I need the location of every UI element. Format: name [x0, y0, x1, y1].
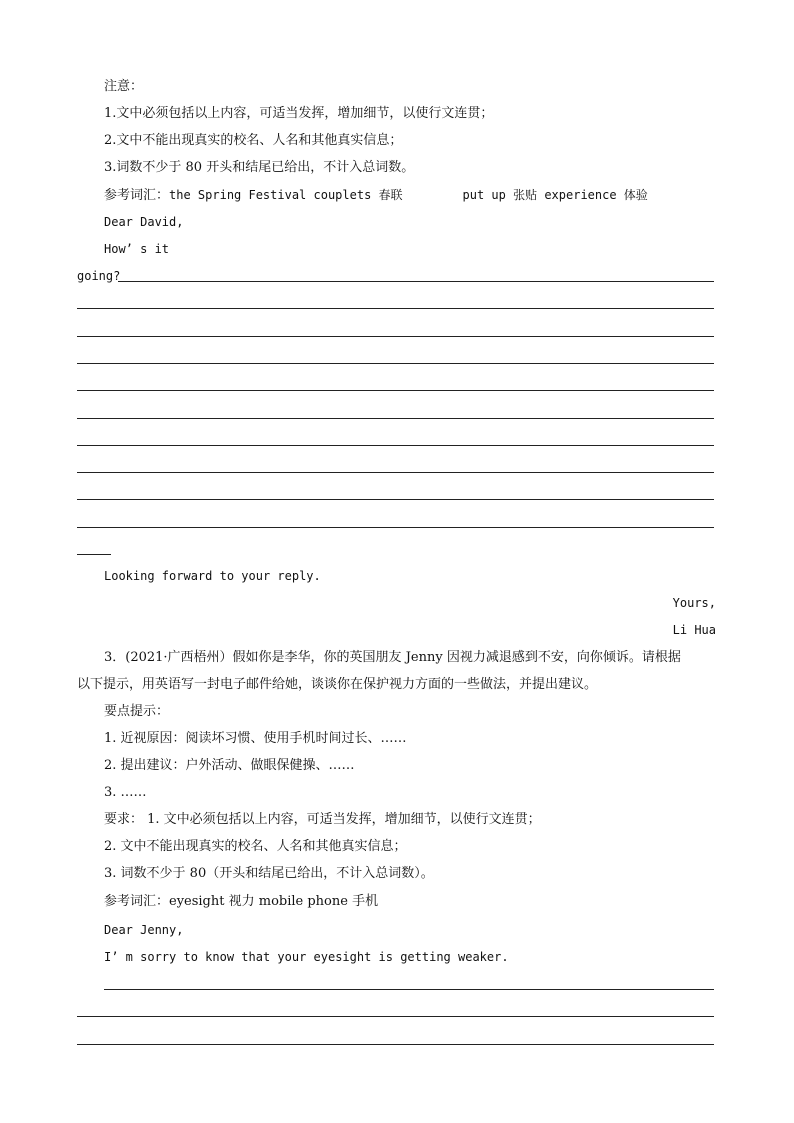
vocabulary-item-couplets: the Spring Festival couplets 春联: [169, 188, 403, 202]
notice-item-2: 2.文中不能出现真实的校名、人名和其他真实信息；: [104, 133, 403, 148]
letter2-opening: I’ m sorry to know that your eyesight is getting weaker.: [104, 950, 509, 964]
letter1-signature: Li Hua: [672, 623, 716, 637]
requirement-line-1: 要求： 1. 文中必须包括以上内容，可适当发挥，增加细节，以使行文连贯；: [104, 812, 541, 827]
letter1-closing: Looking forward to your reply.: [104, 569, 321, 583]
writing-line: [77, 445, 714, 446]
writing-line: [104, 989, 714, 990]
requirement-item-2: 2. 文中不能出现真实的校名、人名和其他真实信息；: [104, 839, 407, 854]
vocabulary-line: [104, 187, 648, 204]
hints-title: 要点提示：: [104, 704, 170, 719]
question-3-prompt: 3．(2021·广西梧州）假如你是李华，你的英国朋友 Jenny 因视力减退感到不安，向你倾诉。请根据: [104, 650, 681, 665]
question-3-prompt-cont: 以下提示，用英语写一封电子邮件给她，谈谈你在保护视力方面的一些做法，并提出建议。: [77, 677, 598, 692]
notice-item-1: 1.文中必须包括以上内容，可适当发挥，增加细节，以使行文连贯；: [104, 106, 494, 121]
letter1-greeting: Dear David,: [104, 215, 184, 229]
writing-line-short: [77, 554, 111, 555]
writing-line: [77, 336, 714, 337]
requirement-item-3: 3. 词数不少于 80（开头和结尾已给出，不计入总词数）。: [104, 866, 434, 881]
writing-line: [77, 1016, 714, 1017]
writing-line: [77, 363, 714, 364]
writing-line: [77, 499, 714, 500]
letter2-greeting: Dear Jenny,: [104, 923, 184, 937]
writing-line: [77, 390, 714, 391]
writing-line: [77, 527, 714, 528]
letter1-opening-line2: going?: [77, 269, 121, 283]
writing-line: [77, 472, 714, 473]
vocabulary-item-put-up: put up 张贴 experience 体验: [462, 188, 648, 202]
writing-line: [77, 418, 714, 419]
letter1-sign-off: Yours,: [672, 596, 716, 610]
writing-line: [118, 281, 714, 282]
writing-line: [77, 1044, 714, 1045]
vocabulary-label: 参考词汇：: [104, 188, 170, 203]
writing-line: [77, 308, 714, 309]
hint-item-3: 3. ……: [104, 785, 147, 800]
notice-title: 注意：: [104, 79, 144, 94]
section2-vocabulary: 参考词汇：eyesight 视力 mobile phone 手机: [104, 894, 379, 909]
notice-item-3: 3.词数不少于 80 开头和结尾已给出，不计入总词数。: [104, 160, 415, 175]
hint-item-1: 1. 近视原因：阅读坏习惯、使用手机时间过长、……: [104, 731, 407, 746]
hint-item-2: 2. 提出建议：户外活动、做眼保健操、……: [104, 758, 355, 773]
letter1-opening-line1: How’ s it: [104, 242, 170, 256]
